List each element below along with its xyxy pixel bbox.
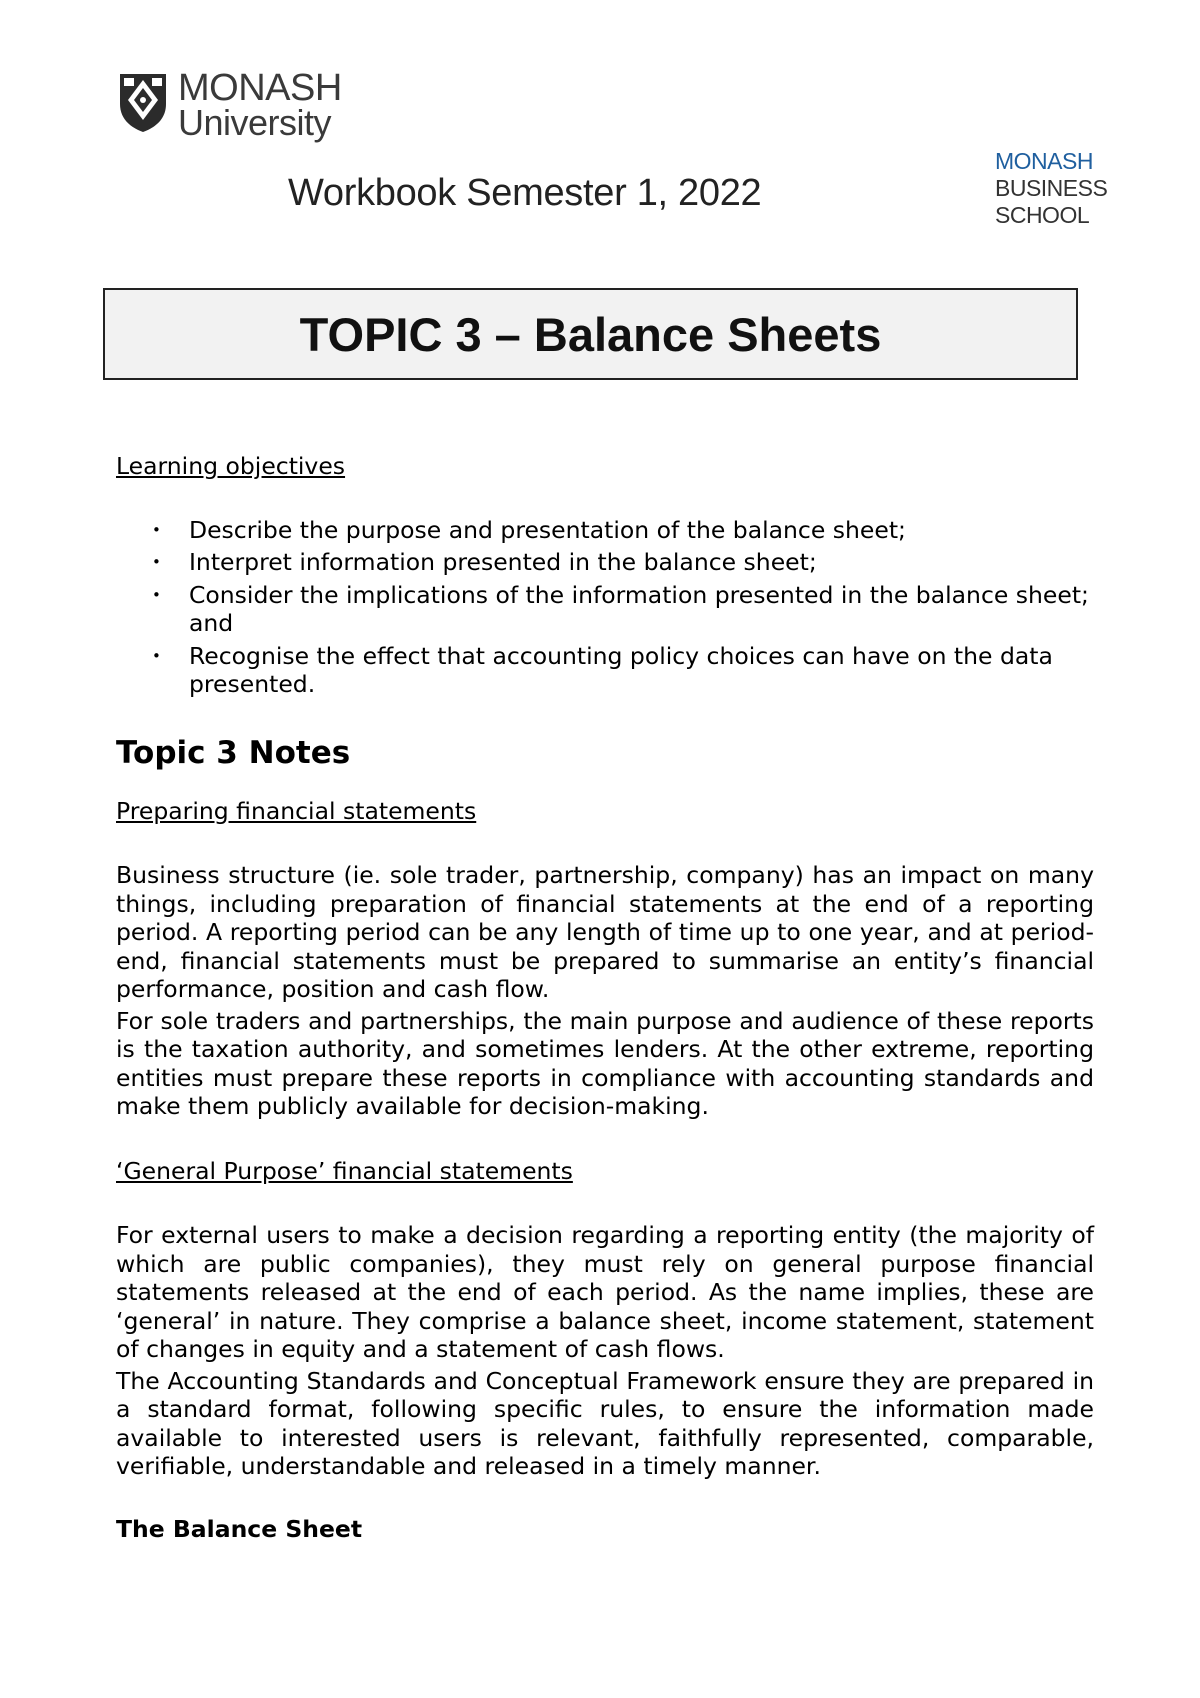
paragraph: For sole traders and partnerships, the main purpose and audience of these reports is the taxation authority, and sometimes lenders. At the other extreme, reporting entities must prepare these reports in compliance with accounting standards and make them publicly available for decision-making. [116, 1006, 1094, 1120]
list-item: • Interpret information presented in the balance sheet; [116, 548, 1094, 577]
topic-title-box [103, 288, 1078, 380]
paragraph: For external users to make a decision regarding a reporting entity (the majority of which are public companies), they must rely on general purpose financial statements released at the end of each period. As the name implies, these are ‘general’ in nature. They comprise a balance sheet, income statement, statement of changes in equity and a statement of cash flows. [116, 1221, 1094, 1363]
paragraph: The Accounting Standards and Conceptual Framework ensure they are prepared in a standard format, following specific rules, to ensure the information made available to interested users is relevant, faithfully represented, comparable, verifiable, understandable and released in a timely manner. [116, 1366, 1094, 1480]
section-heading-preparing: Preparing financial statements [116, 796, 477, 825]
school-line-2: BUSINESS [995, 175, 1108, 201]
logo-wordmark-university: University [178, 102, 332, 143]
business-school-logo [995, 148, 1107, 229]
list-item: • Describe the purpose and presentation of the balance sheet; [116, 516, 1094, 545]
section-heading-general-purpose: ‘General Purpose’ financial statements [116, 1156, 573, 1185]
workbook-subtitle: Workbook Semester 1, 2022 [288, 172, 762, 214]
paragraph: Business structure (ie. sole trader, partnership, company) has an impact on many things, including preparation of financial statements at the end of a reporting period. A reporting period can be any length of time up to one year, and at period-end, financial statements must be prepared to summarise an entity’s financial performance, position and cash flow. [116, 861, 1094, 1003]
logo-wordmark-monash: MONASH [178, 67, 342, 109]
objectives-list [116, 516, 1094, 699]
section-heading-balance-sheet: The Balance Sheet [116, 1514, 363, 1543]
school-line-3: SCHOOL [995, 202, 1090, 228]
topic-title: TOPIC 3 – Balance Sheets [299, 307, 882, 361]
notes-heading: Topic 3 Notes [116, 734, 351, 771]
monash-university-logo [116, 67, 342, 143]
list-item: • Consider the implications of the information presented in the balance sheet; and [116, 581, 1094, 638]
monash-crest-icon [116, 70, 170, 134]
learning-objectives-heading: Learning objectives [116, 452, 346, 480]
document-body [116, 452, 1094, 1543]
school-line-1: MONASH [995, 148, 1093, 174]
list-item: • Recognise the effect that accounting policy choices can have on the data presented. [116, 642, 1094, 699]
